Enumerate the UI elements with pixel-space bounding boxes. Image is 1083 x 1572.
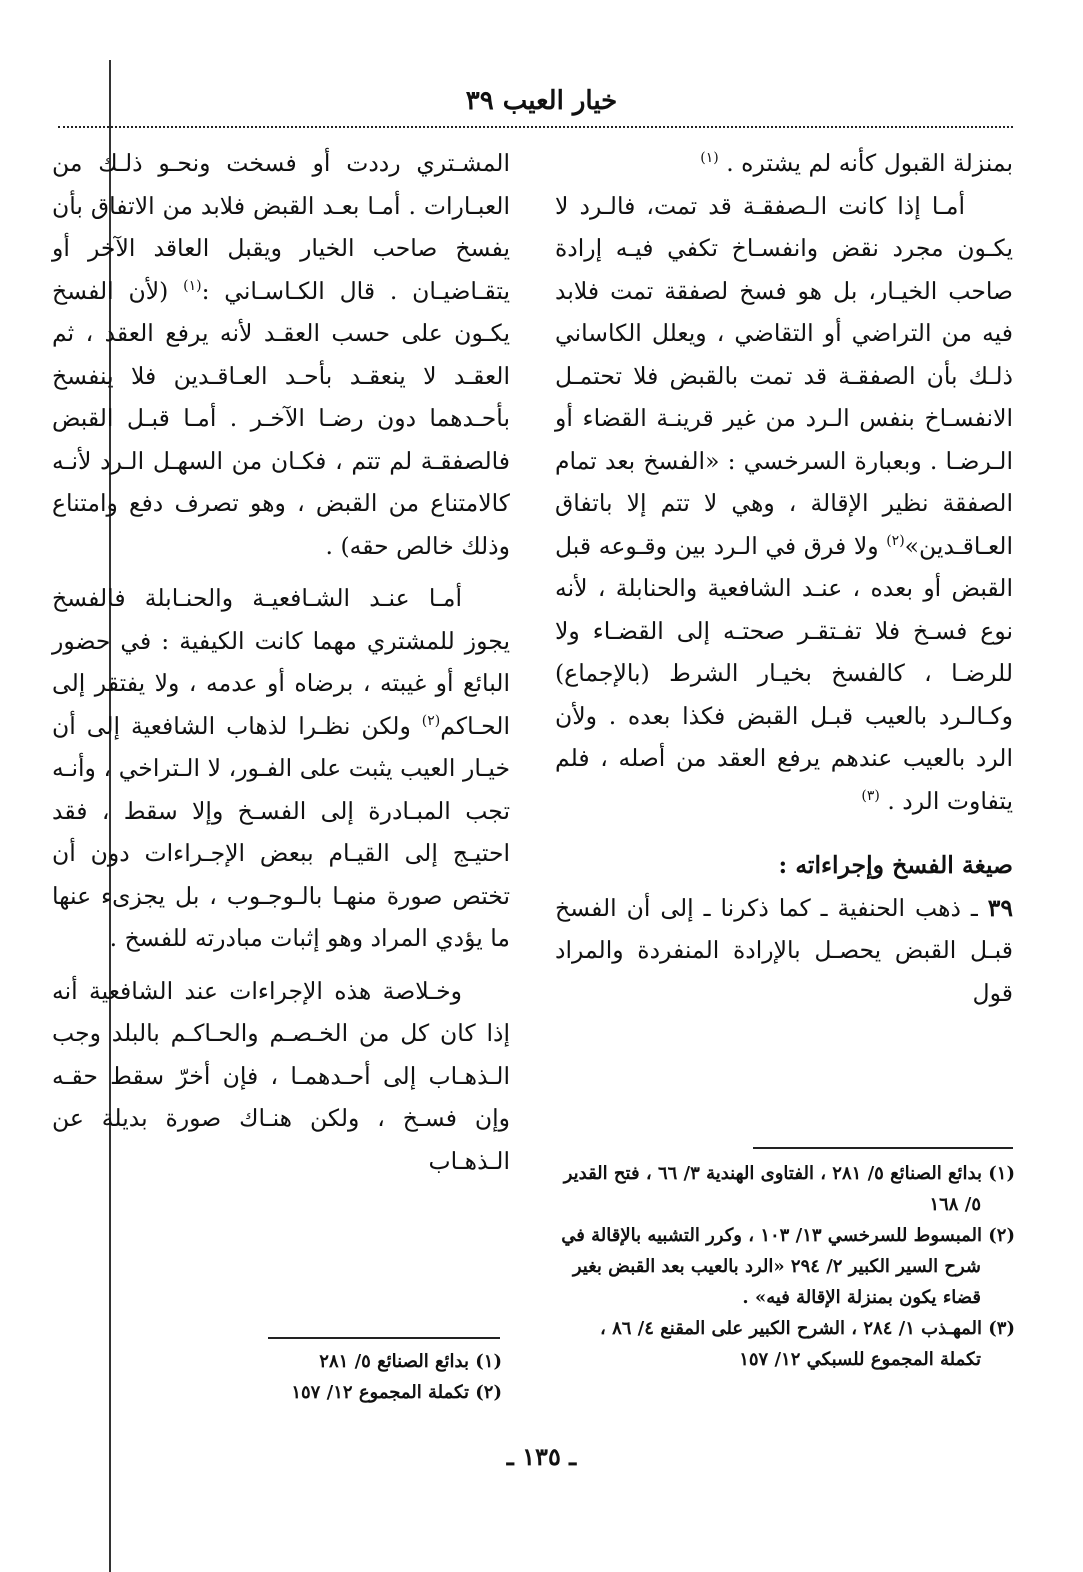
- section-heading: صيغة الفسخ وإجراءاته :: [778, 851, 1013, 879]
- paragraph: [52, 142, 510, 567]
- running-header: خيار العيب ٣٩: [465, 86, 618, 116]
- spacer: [555, 822, 1013, 844]
- footnote: (٢) تكملة المجموع ١٢/ ١٥٧: [291, 1382, 502, 1403]
- paragraph-text: بمنزلة القبول كأنه لم يشتره .: [726, 149, 1013, 177]
- paragraph-text: ـ ذهب الحنفية ـ كما ذكرنا ـ إلى أن الفسخ قبـل القبض يحصـل بالإرادة المنفردة والمراد قول: [555, 893, 1013, 1007]
- item-number: ٣٩: [987, 893, 1013, 922]
- paragraph: [52, 577, 510, 960]
- footnotes-left: [250, 1346, 502, 1408]
- page-number: ـ ١٣٥ ـ: [506, 1442, 577, 1471]
- footnote-rule: [753, 1147, 1013, 1149]
- footnote-ref: (٢): [886, 532, 905, 549]
- paragraph: وخـلاصة هذه الإجراءات عند الشافعية أنه إذا كان كل من الخـصـم والحـاكـم بالبلد وجب الـذهـاب إلى أحـدهمـا ، فإن أخرّ سقط حقـه وإن فسـخ ، ولكن هنـاك صورة بديلة عن الـذهـاب: [52, 976, 510, 1175]
- paragraph-text: أمـا إذا كانت الـصفقـة قد تمت، فالـرد لا يكـون مجرد نقض وانفسـاخ تكفي فيـه إرادة صاحب الخيـار، بل هو فسخ لصفقة تمت فلابد فيه من التراضي أو التقاضي ، ويعلل الكاساني ذلـك بأن الصفقـة قد تمت بالقبض فلا تحتمـل الانفسـاخ بنفس الـرد من غير قرينـة القضاء أو الـرضـا . وبعبارة السرخسي : «الفسخ بعد تمام الصفقة نظير الإقالة ، وهي لا تتم إلا باتفاق العـاقـدين»: [555, 191, 1013, 560]
- paragraph: [555, 185, 1013, 823]
- spacer: [52, 960, 510, 970]
- left-column: [52, 142, 510, 1182]
- footnote-rule: [268, 1337, 500, 1339]
- footnote: (١) بدائع الصنائع ٥/ ٢٨١ ، الفتاوى الهندية ٣/ ٦٦ ، فتح القدير ٥/ ١٦٨: [563, 1163, 1015, 1215]
- footnotes-right: [555, 1158, 1015, 1375]
- footnote: (٣) المهـذب ١/ ٢٨٤ ، الشرح الكبير على المقنع ٤/ ٨٦ ، تكملة المجموع للسبكي ١٢/ ١٥٧: [599, 1318, 1015, 1370]
- paragraph-text: ولا فرق في الـرد بين وقـوعه قبل القبض أو بعده ، عنـد الشافعية والحنابلة ، لأنه نوع فسـخ فلا تفـتقـر صحتـه إلى القضـاء ولا للرضـا ، كالفسخ بخيـار الشرط (بالإجماع) وكـالـرد بالعيب قبـل القبض فكذا بعده . ولأن الرد بالعيب عندهم يرفع العقد من أصله ، فلم يتفاوت الرد .: [555, 531, 1013, 815]
- footnote-ref: (١): [700, 150, 719, 167]
- paragraph-text: المشـتري رددت أو فسخت ونحـو ذلـك من العبـارات . أمـا بعـد القبض فلابد من الاتفاق بأن يفسخ صاحب الخيار ويقبل العاقد الآخر أو يتقـاضيـان . قال الكـاسـاني :: [52, 149, 510, 305]
- right-column: [555, 142, 1013, 1014]
- footnote-ref: (١): [183, 277, 202, 294]
- header-dotted-rule: [58, 126, 1013, 128]
- paragraph-text: أمـا عنـد الشـافعيـة والحنـابلة فالفسخ يجوز للمشتري مهما كانت الكيفية : في حضور البائع أو غيبته ، برضاه أو عدمه ، ولا يفتقر إلى الحـاكم: [52, 584, 510, 740]
- footnote-ref: (٢): [421, 712, 441, 729]
- paragraph: [555, 142, 1013, 185]
- paragraph-text: ولكن نظـرا لذهاب الشافعية إلى أن خيـار العيب يثبت على الفـور، لا الـتراخي ، وأنـه تجب المبـادرة إلى الفسـخ وإلا سقط ، فقد احتيـج إلى القيـام ببعض الإجـراءات دون أن تختص صورة منهـا بالـوجـوب ، بل يجزىء عنها ما يؤدي المراد وهو إثبات مبادرته للفسخ .: [52, 711, 510, 952]
- footnote: (٢) المبسوط للسرخسي ١٣/ ١٠٣ ، وكرر التشبيه بالإقالة في شرح السير الكبير ٢/ ٢٩٤ «الرد بالعيب بعد القبض بغير قضاء يكون بمنزلة الإقالة فيه» .: [561, 1225, 1015, 1308]
- footnote: (١) بدائع الصنائع ٥/ ٢٨١: [319, 1351, 502, 1372]
- paragraph: [555, 887, 1013, 1015]
- spacer: [52, 567, 510, 577]
- footnote-ref: (٣): [861, 787, 880, 804]
- paragraph-text: (لأن الفسخ يكـون على حسب العقـد لأنه يرفع العقد ، ثم العقـد لا ينعقـد بأحـد العـاقـدين فلا ينفسخ بأحـدهما دون رضـا الآخـر . أمـا قبـل القبض فالصفقـة لم تتم ، فكـان من السهـل الـرد لأنـه كالامتناع من القبض ، وهو تصرف دفع وامتناع وذلك خالص حقه) .: [52, 276, 510, 560]
